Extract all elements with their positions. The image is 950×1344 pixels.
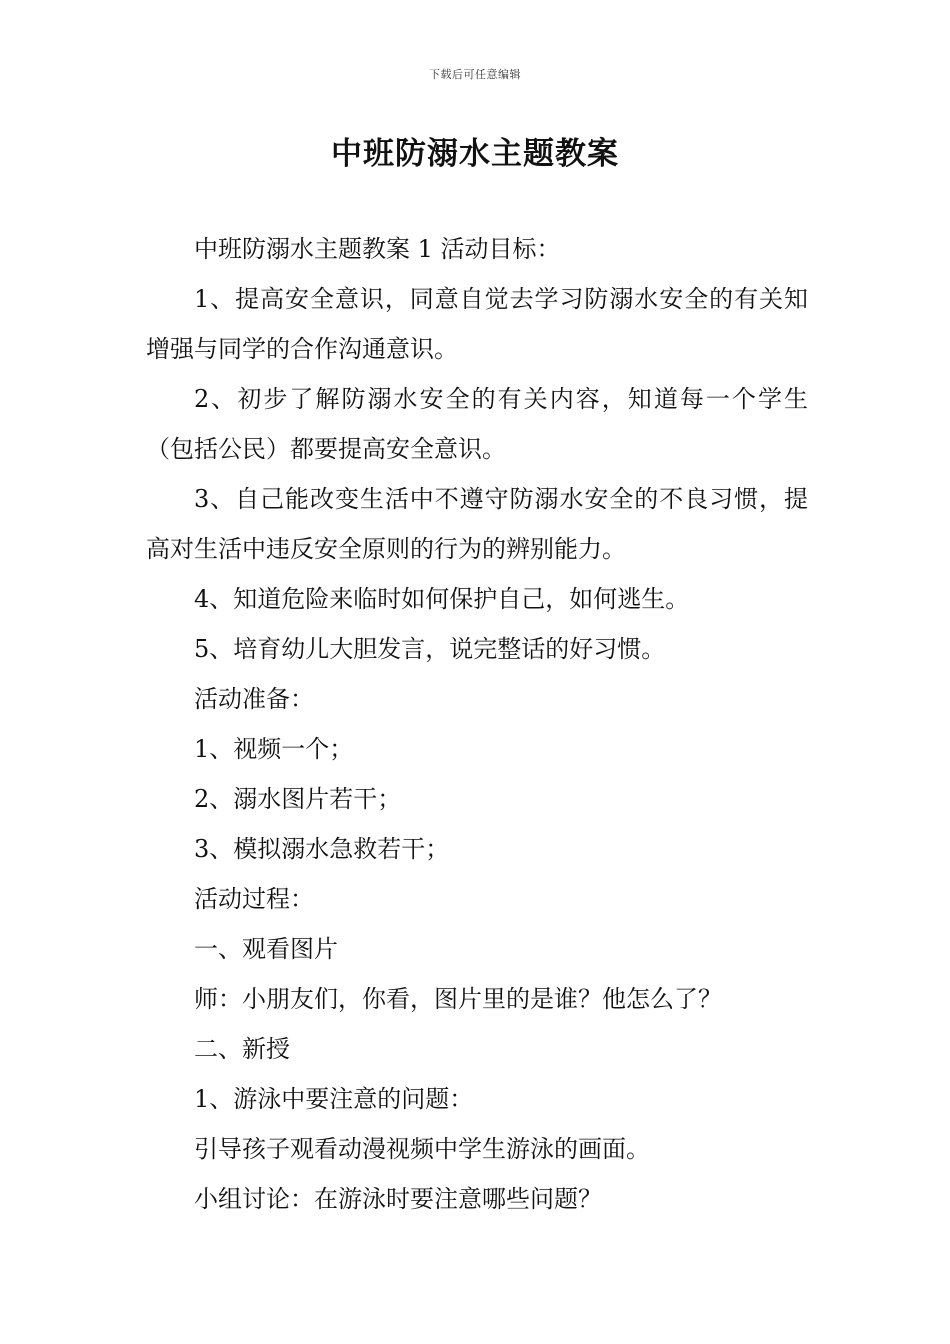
paragraph-group-discussion: 小组讨论：在游泳时要注意哪些问题？ bbox=[194, 1185, 602, 1213]
paragraph-goal-3: 3、自己能改变生活中不遵守防溺水安全的不良习惯，提高对生活中违反安全原则的行为的辨别能力。 bbox=[146, 485, 808, 563]
paragraph-prep-1: 1、视频一个； bbox=[194, 735, 354, 763]
paragraph-goal-5: 5、培育幼儿大胆发言，说完整话的好习惯。 bbox=[194, 635, 666, 663]
paragraph-step-1: 一、观看图片 bbox=[194, 935, 338, 963]
paragraph-prep-2: 2、溺水图片若干； bbox=[194, 785, 402, 813]
paragraph-prep-3: 3、模拟溺水急救若干； bbox=[194, 835, 450, 863]
header-note: 下载后可任意编辑 bbox=[429, 68, 521, 81]
paragraph-step-2: 二、新授 bbox=[194, 1035, 290, 1063]
paragraph-swim-issues: 1、游泳中要注意的问题： bbox=[194, 1085, 474, 1113]
paragraph-video-guide: 引导孩子观看动漫视频中学生游泳的画面。 bbox=[194, 1135, 650, 1163]
paragraph-goal-1: 1、提高安全意识，同意自觉去学习防溺水安全的有关知增强与同学的合作沟通意识。 bbox=[146, 285, 808, 363]
paragraph-process-heading: 活动过程： bbox=[194, 885, 314, 913]
paragraph-teacher-question: 师：小朋友们，你看，图片里的是谁？他怎么了？ bbox=[194, 985, 722, 1013]
paragraph-goal-heading: 中班防溺水主题教案 1 活动目标： bbox=[194, 235, 561, 263]
paragraph-goal-4: 4、知道危险来临时如何保护自己，如何逃生。 bbox=[194, 585, 690, 613]
paragraph-prep-heading: 活动准备： bbox=[194, 685, 314, 713]
paragraph-goal-2: 2、初步了解防溺水安全的有关内容，知道每一个学生（包括公民）都要提高安全意识。 bbox=[146, 385, 808, 463]
document-title: 中班防溺水主题教案 bbox=[331, 136, 619, 172]
document-body bbox=[146, 224, 808, 1224]
